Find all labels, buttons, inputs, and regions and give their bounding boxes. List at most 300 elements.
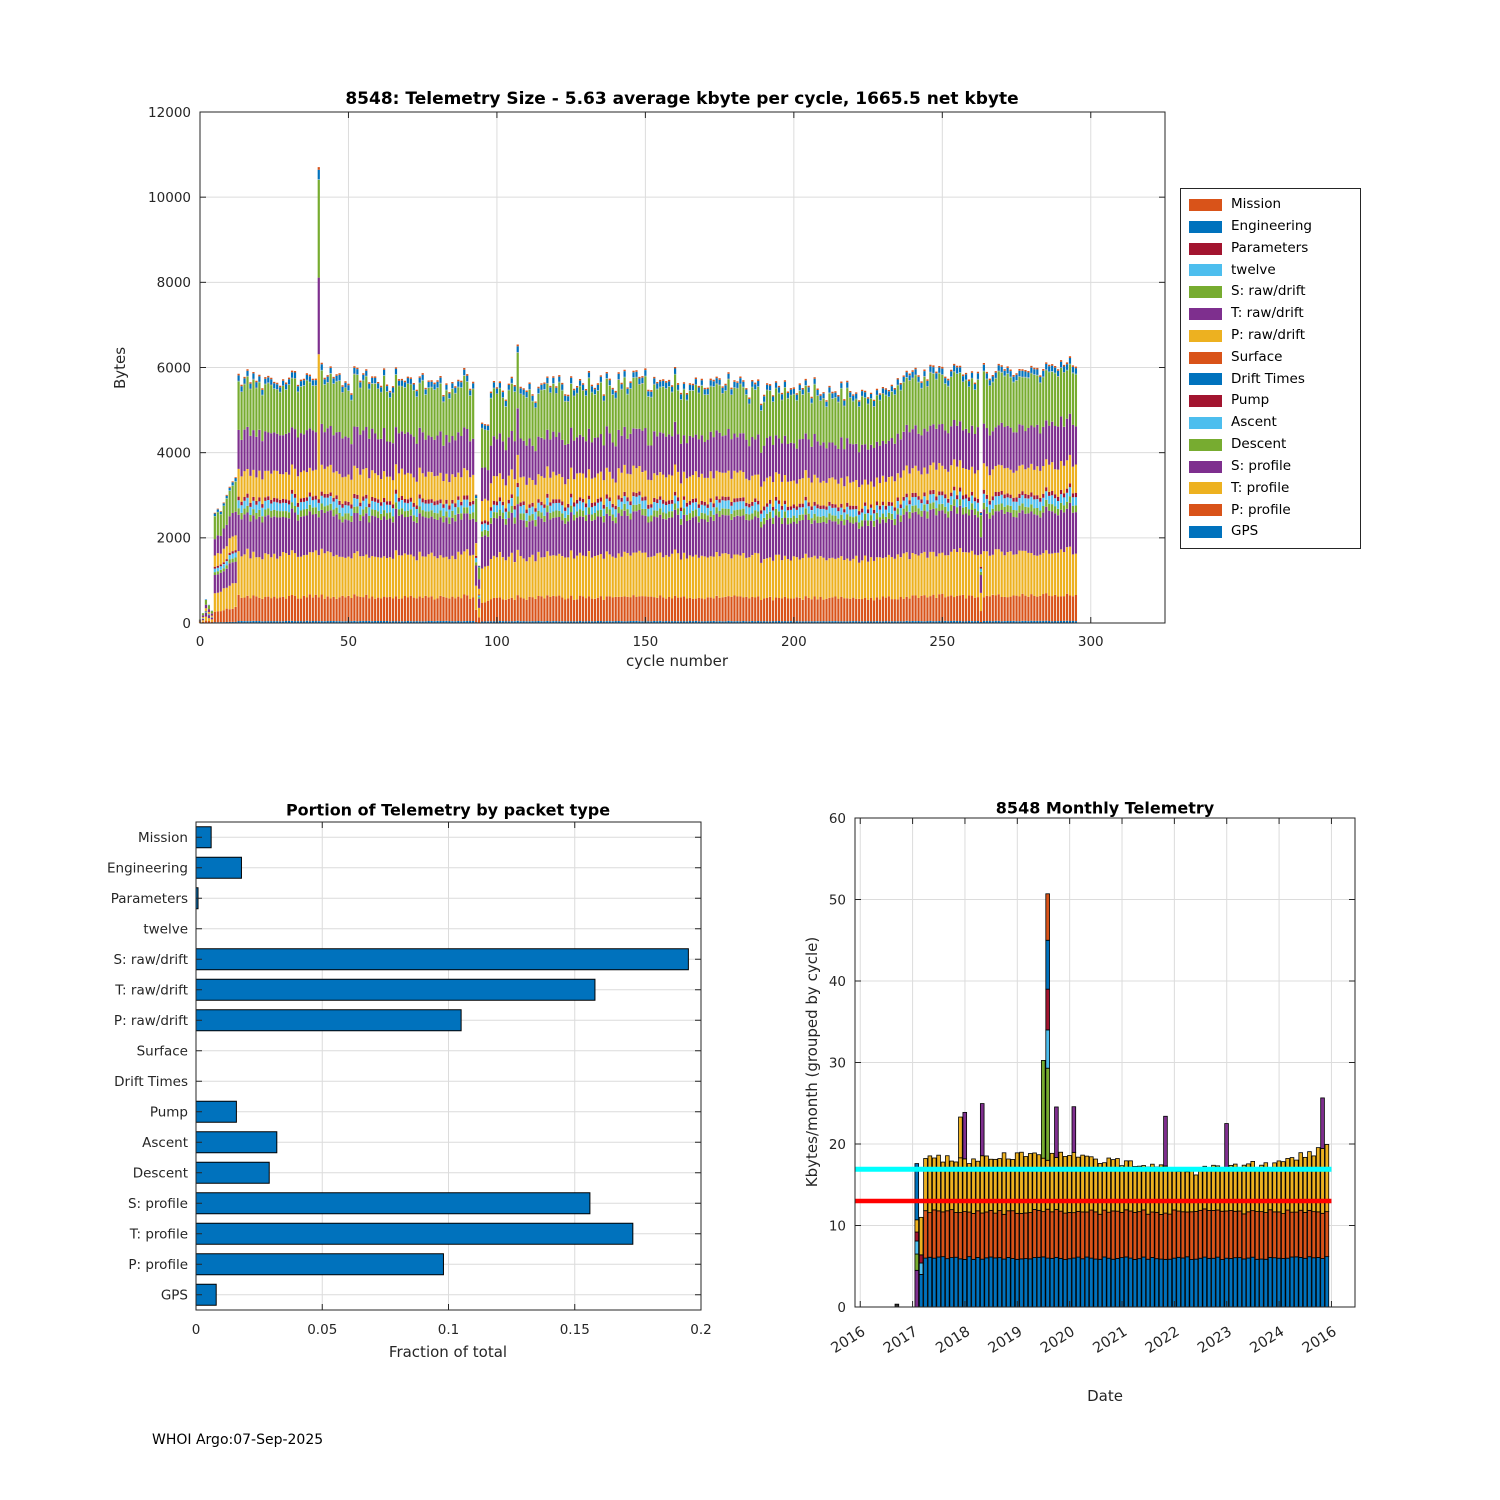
- monthly-xlabel: Date: [1087, 1387, 1123, 1405]
- legend-swatch-icon: [1189, 264, 1222, 276]
- monthly-bar-segment: [1199, 1258, 1203, 1307]
- monthly-bar-segment: [1190, 1212, 1194, 1260]
- monthly-bar-segment: [1007, 1257, 1011, 1307]
- monthly-bar-segment: [1212, 1258, 1216, 1307]
- monthly-bar-segment: [954, 1213, 958, 1258]
- monthly-bar-segment: [967, 1212, 971, 1257]
- monthly-bar-segment: [1290, 1212, 1294, 1257]
- legend-label: Descent: [1231, 436, 1287, 453]
- monthly-bar-segment: [1251, 1211, 1255, 1258]
- monthly-bar-segment: [1321, 1213, 1325, 1258]
- legend-swatch-icon: [1189, 243, 1222, 255]
- monthly-bar-segment: [1137, 1166, 1141, 1212]
- monthly-bar-segment: [950, 1258, 954, 1307]
- monthly-bar-segment: [1046, 989, 1050, 1030]
- tick-label: 2016: [828, 1323, 869, 1357]
- monthly-bar-segment: [1220, 1169, 1224, 1212]
- monthly-bar-segment: [1037, 1257, 1041, 1307]
- monthly-bar-segment: [980, 1104, 984, 1156]
- monthly-bar-segment: [1159, 1214, 1163, 1259]
- monthly-bar-segment: [1089, 1258, 1093, 1307]
- legend-item: [1181, 523, 1360, 540]
- monthly-bar-segment: [1225, 1124, 1229, 1169]
- legend-label: S: raw/drift: [1231, 283, 1306, 300]
- monthly-bar-segment: [993, 1213, 997, 1258]
- monthly-bar-segment: [1203, 1209, 1207, 1257]
- tick-label: 150: [632, 634, 659, 650]
- monthly-bar-segment: [1133, 1166, 1137, 1212]
- monthly-bar-segment: [976, 1257, 980, 1307]
- monthly-bar-segment: [1242, 1259, 1246, 1307]
- monthly-bar-segment: [1268, 1257, 1272, 1307]
- monthly-bar-segment: [1094, 1259, 1098, 1307]
- tick-label: 60: [828, 810, 846, 827]
- monthly-bar-segment: [1164, 1116, 1168, 1166]
- monthly-bar-segment: [1295, 1212, 1299, 1257]
- tick-label: 12000: [148, 104, 191, 121]
- monthly-bar-segment: [1015, 1213, 1019, 1259]
- monthly-bar-segment: [924, 1211, 928, 1258]
- legend-item: [1181, 283, 1360, 300]
- monthly-bar-segment: [1312, 1258, 1316, 1307]
- monthly-bar-segment: [1072, 1213, 1076, 1258]
- telemetry-chart-title: 8548: Telemetry Size - 5.63 average kbyte per cycle, 1665.5 net kbyte: [345, 89, 1019, 109]
- monthly-bar-segment: [1229, 1259, 1233, 1307]
- monthly-bar-segment: [1107, 1158, 1111, 1212]
- legend-label: P: raw/drift: [1231, 327, 1306, 344]
- portion-bar: [196, 857, 241, 878]
- telemetry-xlabel: cycle number: [625, 652, 729, 670]
- monthly-bar-segment: [1046, 894, 1050, 940]
- monthly-bar-segment: [1059, 1211, 1063, 1258]
- monthly-bar-segment: [985, 1258, 989, 1307]
- monthly-bar-segment: [1028, 1213, 1032, 1259]
- monthly-bar-segment: [1264, 1213, 1268, 1260]
- tick-label: Engineering: [107, 860, 188, 877]
- monthly-bar-segment: [1177, 1257, 1181, 1307]
- monthly-bar-segment: [1185, 1172, 1189, 1212]
- footer-credit: WHOI Argo:07-Sep-2025: [152, 1432, 324, 1448]
- legend-item: [1181, 370, 1360, 387]
- legend-swatch-icon: [1189, 461, 1222, 473]
- monthly-bar-segment: [980, 1213, 984, 1259]
- tick-label: 0.15: [559, 1322, 590, 1338]
- legend-item: [1181, 239, 1360, 256]
- monthly-bar-segment: [1120, 1166, 1124, 1213]
- monthly-bar-segment: [1194, 1259, 1198, 1307]
- legend-swatch-icon: [1189, 352, 1222, 364]
- monthly-bar-segment: [1260, 1259, 1264, 1307]
- legend-label: Parameters: [1231, 239, 1309, 256]
- telemetry-ylabel: Bytes: [111, 346, 129, 390]
- monthly-bar-segment: [1229, 1165, 1233, 1210]
- monthly-bar-segment: [1321, 1098, 1325, 1149]
- monthly-bar-segment: [985, 1156, 989, 1212]
- monthly-bar-segment: [1172, 1210, 1176, 1258]
- monthly-bar-segment: [959, 1117, 963, 1158]
- legend-item: [1181, 414, 1360, 431]
- monthly-bar-segment: [1290, 1158, 1294, 1213]
- monthly-bar-segment: [954, 1257, 958, 1307]
- monthly-bar-segment: [1220, 1211, 1224, 1259]
- tick-label: 2020: [1038, 1323, 1078, 1357]
- monthly-bar-segment: [928, 1156, 932, 1213]
- monthly-bar-segment: [919, 1255, 923, 1263]
- monthly-bar-segment: [1024, 1213, 1028, 1259]
- tick-label: 2022: [1142, 1323, 1183, 1357]
- monthly-bar-segment: [1164, 1213, 1168, 1259]
- tick-label: 0: [195, 634, 205, 650]
- monthly-bar-segment: [1041, 1060, 1045, 1158]
- tick-label: Drift Times: [114, 1074, 188, 1091]
- tick-label: Ascent: [142, 1135, 188, 1152]
- monthly-bar-segment: [1050, 1258, 1054, 1307]
- monthly-bar-segment: [1308, 1210, 1312, 1256]
- monthly-bar-segment: [1238, 1258, 1242, 1307]
- monthly-bar-segment: [1002, 1153, 1006, 1215]
- monthly-bar-segment: [1002, 1214, 1006, 1259]
- monthly-bar-segment: [1225, 1258, 1229, 1307]
- monthly-bar-segment: [1316, 1212, 1320, 1258]
- monthly-bar-segment: [1190, 1171, 1194, 1212]
- tick-label: 2023: [1195, 1323, 1235, 1357]
- monthly-bar-segment: [1247, 1258, 1251, 1307]
- monthly-bar-segment: [1124, 1210, 1128, 1257]
- monthly-bar-segment: [1233, 1258, 1237, 1307]
- portion-bar: [196, 1101, 236, 1122]
- monthly-bar-segment: [963, 1212, 967, 1260]
- legend-label: T: profile: [1231, 479, 1290, 496]
- monthly-bar-segment: [985, 1212, 989, 1258]
- legend-item: [1181, 348, 1360, 365]
- legend-swatch-icon: [1189, 526, 1222, 538]
- telemetry-bars: [199, 167, 1077, 623]
- tick-label: S: profile: [127, 1196, 188, 1213]
- monthly-bar-segment: [1181, 1212, 1185, 1258]
- monthly-bar-segment: [1098, 1214, 1102, 1259]
- legend-item: [1181, 261, 1360, 278]
- monthly-bar-segment: [1046, 1068, 1050, 1160]
- monthly-bar-segment: [1238, 1211, 1242, 1258]
- portion-bar: [196, 1010, 461, 1031]
- monthly-bar-segment: [1015, 1153, 1019, 1213]
- portion-bar: [196, 949, 688, 970]
- monthly-bar-segment: [919, 1263, 923, 1274]
- monthly-bar-segment: [1094, 1212, 1098, 1259]
- monthly-bar-segment: [1190, 1260, 1194, 1308]
- monthly-bar-segment: [963, 1159, 967, 1212]
- monthly-bar-segment: [1155, 1259, 1159, 1307]
- monthly-bar-segment: [959, 1213, 963, 1259]
- tick-label: 50: [339, 634, 358, 650]
- tick-label: T: profile: [129, 1226, 188, 1243]
- monthly-bar-segment: [1207, 1210, 1211, 1258]
- monthly-bar-segment: [1273, 1212, 1277, 1258]
- monthly-bar-segment: [1281, 1214, 1285, 1259]
- monthly-bar-segment: [989, 1210, 993, 1257]
- monthly-bar-segment: [1277, 1258, 1281, 1307]
- monthly-bar-segment: [1159, 1165, 1163, 1215]
- monthly-bar-segment: [1290, 1257, 1294, 1307]
- legend-label: GPS: [1231, 523, 1259, 540]
- monthly-bar-segment: [1233, 1211, 1237, 1257]
- monthly-bar-segment: [1076, 1257, 1080, 1307]
- monthly-bar-segment: [1303, 1212, 1307, 1258]
- monthly-bar-segment: [1255, 1259, 1259, 1307]
- monthly-bar-segment: [1308, 1257, 1312, 1307]
- legend-swatch-icon: [1189, 286, 1222, 298]
- monthly-bar-segment: [937, 1211, 941, 1257]
- tick-label: S: raw/drift: [113, 952, 188, 969]
- monthly-bar-segment: [1151, 1212, 1155, 1258]
- tick-label: 2021: [1090, 1323, 1131, 1357]
- monthly-bar-segment: [1168, 1214, 1172, 1259]
- monthly-bar-segment: [1225, 1168, 1229, 1211]
- monthly-bar-segment: [941, 1257, 945, 1307]
- monthly-bar-segment: [1046, 1258, 1050, 1307]
- legend-item: [1181, 307, 1360, 320]
- tick-label: 300: [1077, 634, 1104, 650]
- monthly-bar-segment: [1076, 1211, 1080, 1257]
- monthly-bar-segment: [1268, 1210, 1272, 1258]
- monthly-bar-segment: [1089, 1210, 1093, 1258]
- monthly-bar-segment: [919, 1274, 923, 1307]
- monthly-bar-segment: [1260, 1165, 1264, 1211]
- portion-bar: [196, 1162, 269, 1183]
- monthly-bar-segment: [1216, 1166, 1220, 1210]
- monthly-bar-segment: [1072, 1152, 1076, 1212]
- monthly-bar-segment: [1020, 1152, 1024, 1213]
- tick-label: 4000: [156, 445, 191, 462]
- monthly-bar-segment: [915, 1254, 919, 1270]
- legend-item: [1181, 438, 1360, 451]
- monthly-bar-segment: [1286, 1258, 1290, 1307]
- tick-label: 2024: [1247, 1323, 1288, 1357]
- monthly-bar-segment: [1033, 1209, 1037, 1257]
- legend-item: [1181, 479, 1360, 496]
- tick-label: 0.05: [307, 1322, 338, 1338]
- monthly-bar-segment: [919, 1217, 923, 1254]
- monthly-bar-segment: [1050, 1212, 1054, 1259]
- legend-swatch-icon: [1189, 308, 1222, 320]
- monthly-bar-segment: [1107, 1212, 1111, 1258]
- monthly-bar-segment: [1199, 1170, 1203, 1210]
- monthly-bar-segment: [1325, 1212, 1329, 1257]
- tick-label: T: raw/drift: [115, 982, 188, 999]
- monthly-bar-segment: [1142, 1210, 1146, 1257]
- portion-xlabel: Fraction of total: [388, 1343, 508, 1361]
- monthly-bar-segment: [1133, 1259, 1137, 1307]
- monthly-bar-segment: [1255, 1168, 1259, 1212]
- tick-label: 2019: [985, 1323, 1026, 1357]
- tick-label: Pump: [149, 1104, 188, 1121]
- legend-label: Engineering: [1231, 217, 1312, 234]
- monthly-bar-segment: [1194, 1211, 1198, 1259]
- monthly-bar-segment: [1238, 1169, 1242, 1211]
- tick-label: Descent: [132, 1165, 188, 1182]
- portion-chart-title: Portion of Telemetry by packet type: [285, 800, 611, 820]
- monthly-bar-segment: [1216, 1210, 1220, 1257]
- monthly-bar-segment: [959, 1259, 963, 1307]
- monthly-bar-segment: [1164, 1259, 1168, 1307]
- monthly-bar-segment: [1055, 1257, 1059, 1307]
- monthly-bar-segment: [1168, 1259, 1172, 1307]
- monthly-bar-segment: [1116, 1258, 1120, 1307]
- legend-label: T: raw/drift: [1231, 305, 1304, 322]
- monthly-bar-segment: [959, 1158, 963, 1213]
- legend-item: [1181, 501, 1360, 518]
- monthly-bar-segment: [1207, 1258, 1211, 1307]
- monthly-bar-segment: [1181, 1258, 1185, 1307]
- monthly-bar-segment: [1068, 1259, 1072, 1307]
- monthly-bar-segment: [932, 1258, 936, 1307]
- monthly-bar-segment: [1159, 1259, 1163, 1307]
- legend-swatch-icon: [1189, 439, 1222, 451]
- monthly-bar-segment: [1007, 1211, 1011, 1258]
- monthly-bar-segment: [1303, 1157, 1307, 1212]
- monthly-bar-segment: [1116, 1211, 1120, 1258]
- monthly-bar-segment: [1251, 1257, 1255, 1307]
- monthly-bar-segment: [1194, 1175, 1198, 1212]
- monthly-bar-segment: [1063, 1260, 1067, 1307]
- monthly-bar-segment: [1137, 1259, 1141, 1307]
- monthly-bar-segment: [1059, 1258, 1063, 1307]
- monthly-bar-segment: [1037, 1210, 1041, 1257]
- monthly-bar-segment: [924, 1258, 928, 1307]
- monthly-bar-segment: [1041, 1257, 1045, 1307]
- monthly-bar-segment: [1020, 1259, 1024, 1307]
- tick-label: 200: [780, 634, 807, 650]
- legend-swatch-icon: [1189, 330, 1222, 342]
- monthly-bar-segment: [1081, 1155, 1085, 1212]
- portion-bar: [196, 1132, 277, 1153]
- monthly-bar-segment: [1199, 1210, 1203, 1258]
- monthly-bar-segment: [1216, 1257, 1220, 1307]
- monthly-bar-segment: [1068, 1155, 1072, 1212]
- legend-label: Mission: [1231, 196, 1282, 213]
- monthly-bar-segment: [998, 1258, 1002, 1307]
- monthly-bar-segment: [1316, 1257, 1320, 1307]
- monthly-bar-segment: [1242, 1165, 1246, 1214]
- tick-label: 10: [828, 1218, 846, 1235]
- legend-label: P: profile: [1231, 501, 1291, 518]
- monthly-bar-segment: [1273, 1258, 1277, 1307]
- monthly-bar-segment: [1024, 1259, 1028, 1307]
- monthly-bar-segment: [1151, 1257, 1155, 1307]
- monthly-bar-segment: [1103, 1210, 1107, 1257]
- monthly-bar-segment: [1055, 1107, 1059, 1158]
- monthly-bar-segment: [945, 1211, 949, 1259]
- monthly-bar-segment: [1181, 1168, 1185, 1212]
- monthly-bar-segment: [1255, 1212, 1259, 1260]
- monthly-bar-segment: [1020, 1213, 1024, 1258]
- monthly-bar-segment: [1098, 1259, 1102, 1307]
- monthly-bar-segment: [1011, 1259, 1015, 1307]
- legend-label: Drift Times: [1231, 370, 1305, 387]
- legend-item: [1181, 198, 1360, 211]
- monthly-bar-segment: [1142, 1257, 1146, 1307]
- monthly-bar-segment: [1129, 1258, 1133, 1307]
- monthly-ylabel: Kbytes/month (grouped by cycle): [803, 936, 821, 1188]
- monthly-bar-segment: [1107, 1258, 1111, 1307]
- monthly-bar-segment: [1325, 1257, 1329, 1307]
- tick-label: 50: [828, 892, 846, 909]
- legend-item: [1181, 217, 1360, 234]
- monthly-bar-segment: [1286, 1210, 1290, 1258]
- monthly-bar-segment: [1260, 1212, 1264, 1259]
- tick-label: 0: [191, 1322, 201, 1338]
- monthly-bar-segment: [1081, 1212, 1085, 1259]
- monthly-chart-title: 8548 Monthly Telemetry: [995, 798, 1215, 818]
- monthly-bar-segment: [1277, 1212, 1281, 1258]
- monthly-bar-segment: [1299, 1257, 1303, 1307]
- monthly-bar-segment: [1312, 1212, 1316, 1258]
- portion-bar: [196, 1223, 633, 1244]
- monthly-bar-segment: [915, 1232, 919, 1241]
- monthly-bar-segment: [1220, 1260, 1224, 1307]
- legend-swatch-icon: [1189, 395, 1222, 407]
- monthly-bar-segment: [1146, 1259, 1150, 1307]
- legend-label: twelve: [1231, 261, 1276, 278]
- monthly-bar-segment: [1085, 1156, 1089, 1212]
- monthly-bar-segment: [1212, 1210, 1216, 1258]
- monthly-bar-segment: [1229, 1211, 1233, 1259]
- legend-label: Surface: [1231, 348, 1283, 365]
- monthly-bar-segment: [963, 1259, 967, 1307]
- monthly-bar-segment: [1172, 1168, 1176, 1210]
- tick-label: 0: [182, 615, 191, 632]
- monthly-bar-segment: [1072, 1258, 1076, 1307]
- monthly-bar-segment: [1124, 1257, 1128, 1307]
- legend-item: [1181, 329, 1360, 342]
- monthly-bar-segment: [1002, 1259, 1006, 1307]
- monthly-bar-segment: [1299, 1210, 1303, 1257]
- tick-label: Surface: [136, 1043, 188, 1060]
- monthly-bar-segment: [1321, 1259, 1325, 1307]
- legend-swatch-icon: [1189, 221, 1222, 233]
- portion-bar: [196, 1193, 590, 1214]
- legend-swatch-icon: [1189, 417, 1222, 429]
- monthly-bar-segment: [1212, 1165, 1216, 1210]
- monthly-bar-segment: [915, 1220, 919, 1232]
- tick-label: Mission: [137, 830, 188, 847]
- monthly-bar-segment: [1033, 1258, 1037, 1307]
- monthly-bar-segment: [915, 1241, 919, 1254]
- monthly-bar-segment: [1133, 1212, 1137, 1259]
- monthly-bar-segment: [1085, 1257, 1089, 1307]
- monthly-bar-segment: [945, 1259, 949, 1307]
- monthly-bar-segment: [1295, 1257, 1299, 1307]
- tick-label: 2017: [880, 1323, 921, 1357]
- legend-swatch-icon: [1189, 199, 1222, 211]
- monthly-bar-segment: [998, 1211, 1002, 1258]
- monthly-bar-segment: [980, 1259, 984, 1307]
- monthly-bar-segment: [1111, 1211, 1115, 1259]
- monthly-bar-segment: [928, 1213, 932, 1258]
- monthly-bar-segment: [915, 1270, 919, 1307]
- tick-label: P: raw/drift: [113, 1013, 188, 1030]
- monthly-bar-segment: [1028, 1154, 1032, 1213]
- monthly-bar-segment: [967, 1257, 971, 1307]
- monthly-bar-segment: [976, 1211, 980, 1258]
- tick-label: 20: [828, 1136, 846, 1153]
- monthly-bar-segment: [1085, 1212, 1089, 1257]
- portion-bar: [196, 979, 595, 1000]
- monthly-bar-segment: [1063, 1213, 1067, 1259]
- monthly-bar-segment: [1247, 1212, 1251, 1258]
- tick-label: 250: [929, 634, 956, 650]
- monthly-bar-segment: [1120, 1212, 1124, 1257]
